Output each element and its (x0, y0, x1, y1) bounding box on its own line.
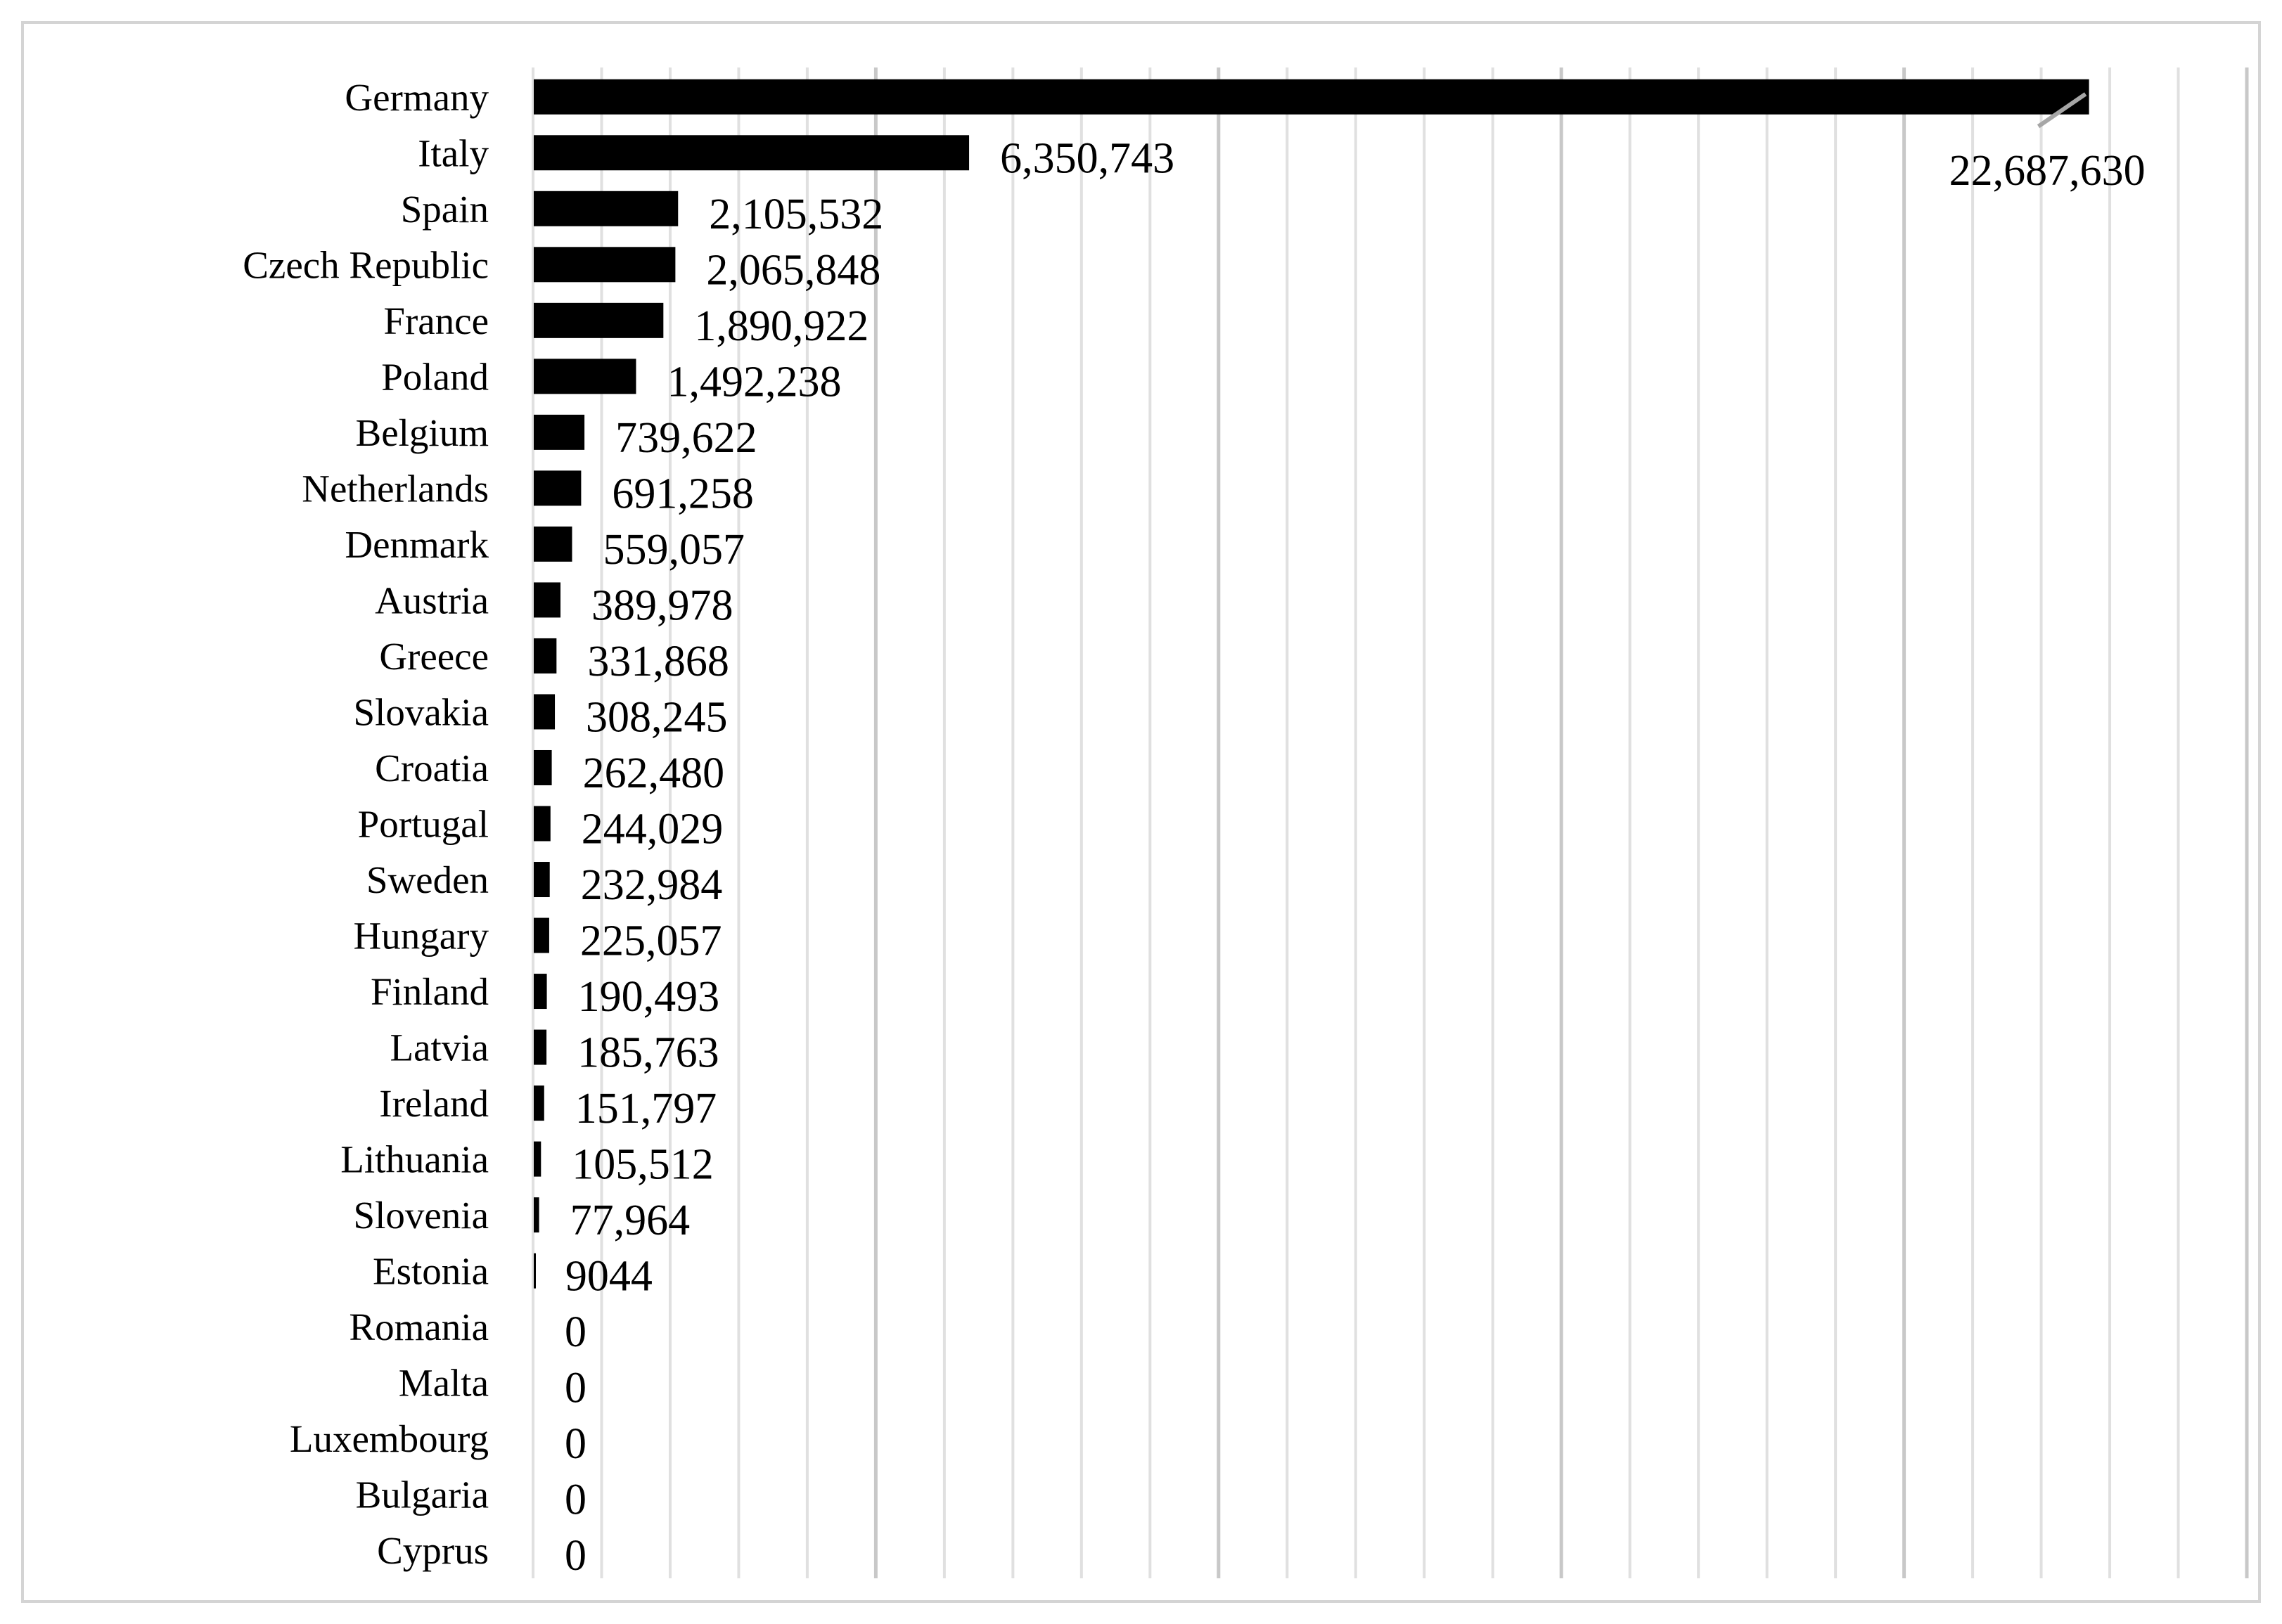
bar (534, 1030, 546, 1065)
category-label: Germany (345, 75, 489, 119)
bar (534, 527, 572, 562)
data-label: 389,978 (591, 581, 733, 630)
category-label: Estonia (373, 1249, 489, 1293)
data-label: 22,687,630 (1949, 146, 2146, 195)
category-label: Netherlands (302, 467, 489, 510)
data-label: 1,492,238 (667, 358, 842, 406)
category-label: Ireland (379, 1082, 489, 1126)
category-label: Denmark (345, 522, 489, 566)
data-label: 0 (565, 1420, 586, 1469)
bar (534, 750, 552, 785)
category-label: Italy (418, 131, 489, 175)
data-label: 190,493 (577, 973, 720, 1022)
category-label: Greece (379, 634, 489, 678)
category-label: France (383, 299, 489, 342)
category-label: Belgium (355, 411, 489, 454)
data-label: 6,350,743 (1000, 134, 1175, 183)
data-label: 331,868 (587, 637, 729, 685)
bar (534, 694, 555, 729)
data-label: 244,029 (581, 805, 724, 853)
data-label: 2,065,848 (706, 246, 881, 295)
bar (534, 247, 675, 282)
bar (534, 79, 2089, 115)
category-label: Cyprus (377, 1529, 489, 1573)
category-label: Slovenia (353, 1194, 489, 1237)
bar (534, 359, 636, 394)
data-label: 0 (565, 1532, 586, 1580)
data-label: 185,763 (577, 1029, 719, 1077)
category-label: Austria (375, 579, 489, 622)
category-label: Spain (400, 187, 489, 231)
category-label: Sweden (366, 858, 489, 902)
category-label: Romania (349, 1306, 489, 1349)
data-label: 739,622 (615, 413, 757, 462)
data-label: 0 (565, 1308, 586, 1357)
data-label: 105,512 (572, 1140, 714, 1189)
data-label: 225,057 (579, 917, 722, 965)
category-label: Slovakia (353, 690, 489, 734)
category-label: Luxembourg (289, 1417, 489, 1461)
bar (534, 1142, 541, 1177)
category-label: Hungary (353, 914, 489, 958)
data-label: 308,245 (586, 693, 728, 742)
data-label: 232,984 (580, 861, 723, 910)
bar (534, 1197, 539, 1232)
bar (534, 1254, 536, 1289)
category-label: Latvia (390, 1026, 489, 1069)
bar (534, 470, 581, 505)
data-label: 151,797 (575, 1085, 717, 1133)
bar (534, 1085, 544, 1121)
bar (534, 135, 969, 170)
bar (534, 303, 663, 338)
bar (534, 638, 556, 674)
bar (534, 974, 547, 1009)
category-label: Finland (370, 970, 489, 1014)
category-label: Portugal (357, 802, 489, 846)
bar (534, 582, 560, 617)
bar (534, 918, 549, 953)
data-label: 77,964 (570, 1197, 691, 1245)
data-label: 691,258 (612, 470, 754, 518)
category-label: Bulgaria (355, 1473, 489, 1516)
category-label: Malta (398, 1361, 489, 1405)
category-label: Poland (381, 355, 489, 399)
bar (534, 862, 550, 897)
bar (534, 806, 551, 842)
data-label: 0 (565, 1476, 586, 1524)
data-label: 262,480 (582, 749, 725, 797)
category-label: Croatia (375, 746, 489, 790)
data-label: 9044 (565, 1252, 653, 1301)
bar (534, 191, 678, 226)
data-label: 0 (565, 1364, 586, 1412)
bar (534, 415, 584, 450)
data-label: 1,890,922 (694, 302, 869, 350)
category-label: Lithuania (340, 1138, 489, 1181)
data-label: 2,105,532 (709, 190, 884, 238)
category-label: Czech Republic (243, 243, 489, 287)
data-label: 559,057 (603, 525, 745, 574)
